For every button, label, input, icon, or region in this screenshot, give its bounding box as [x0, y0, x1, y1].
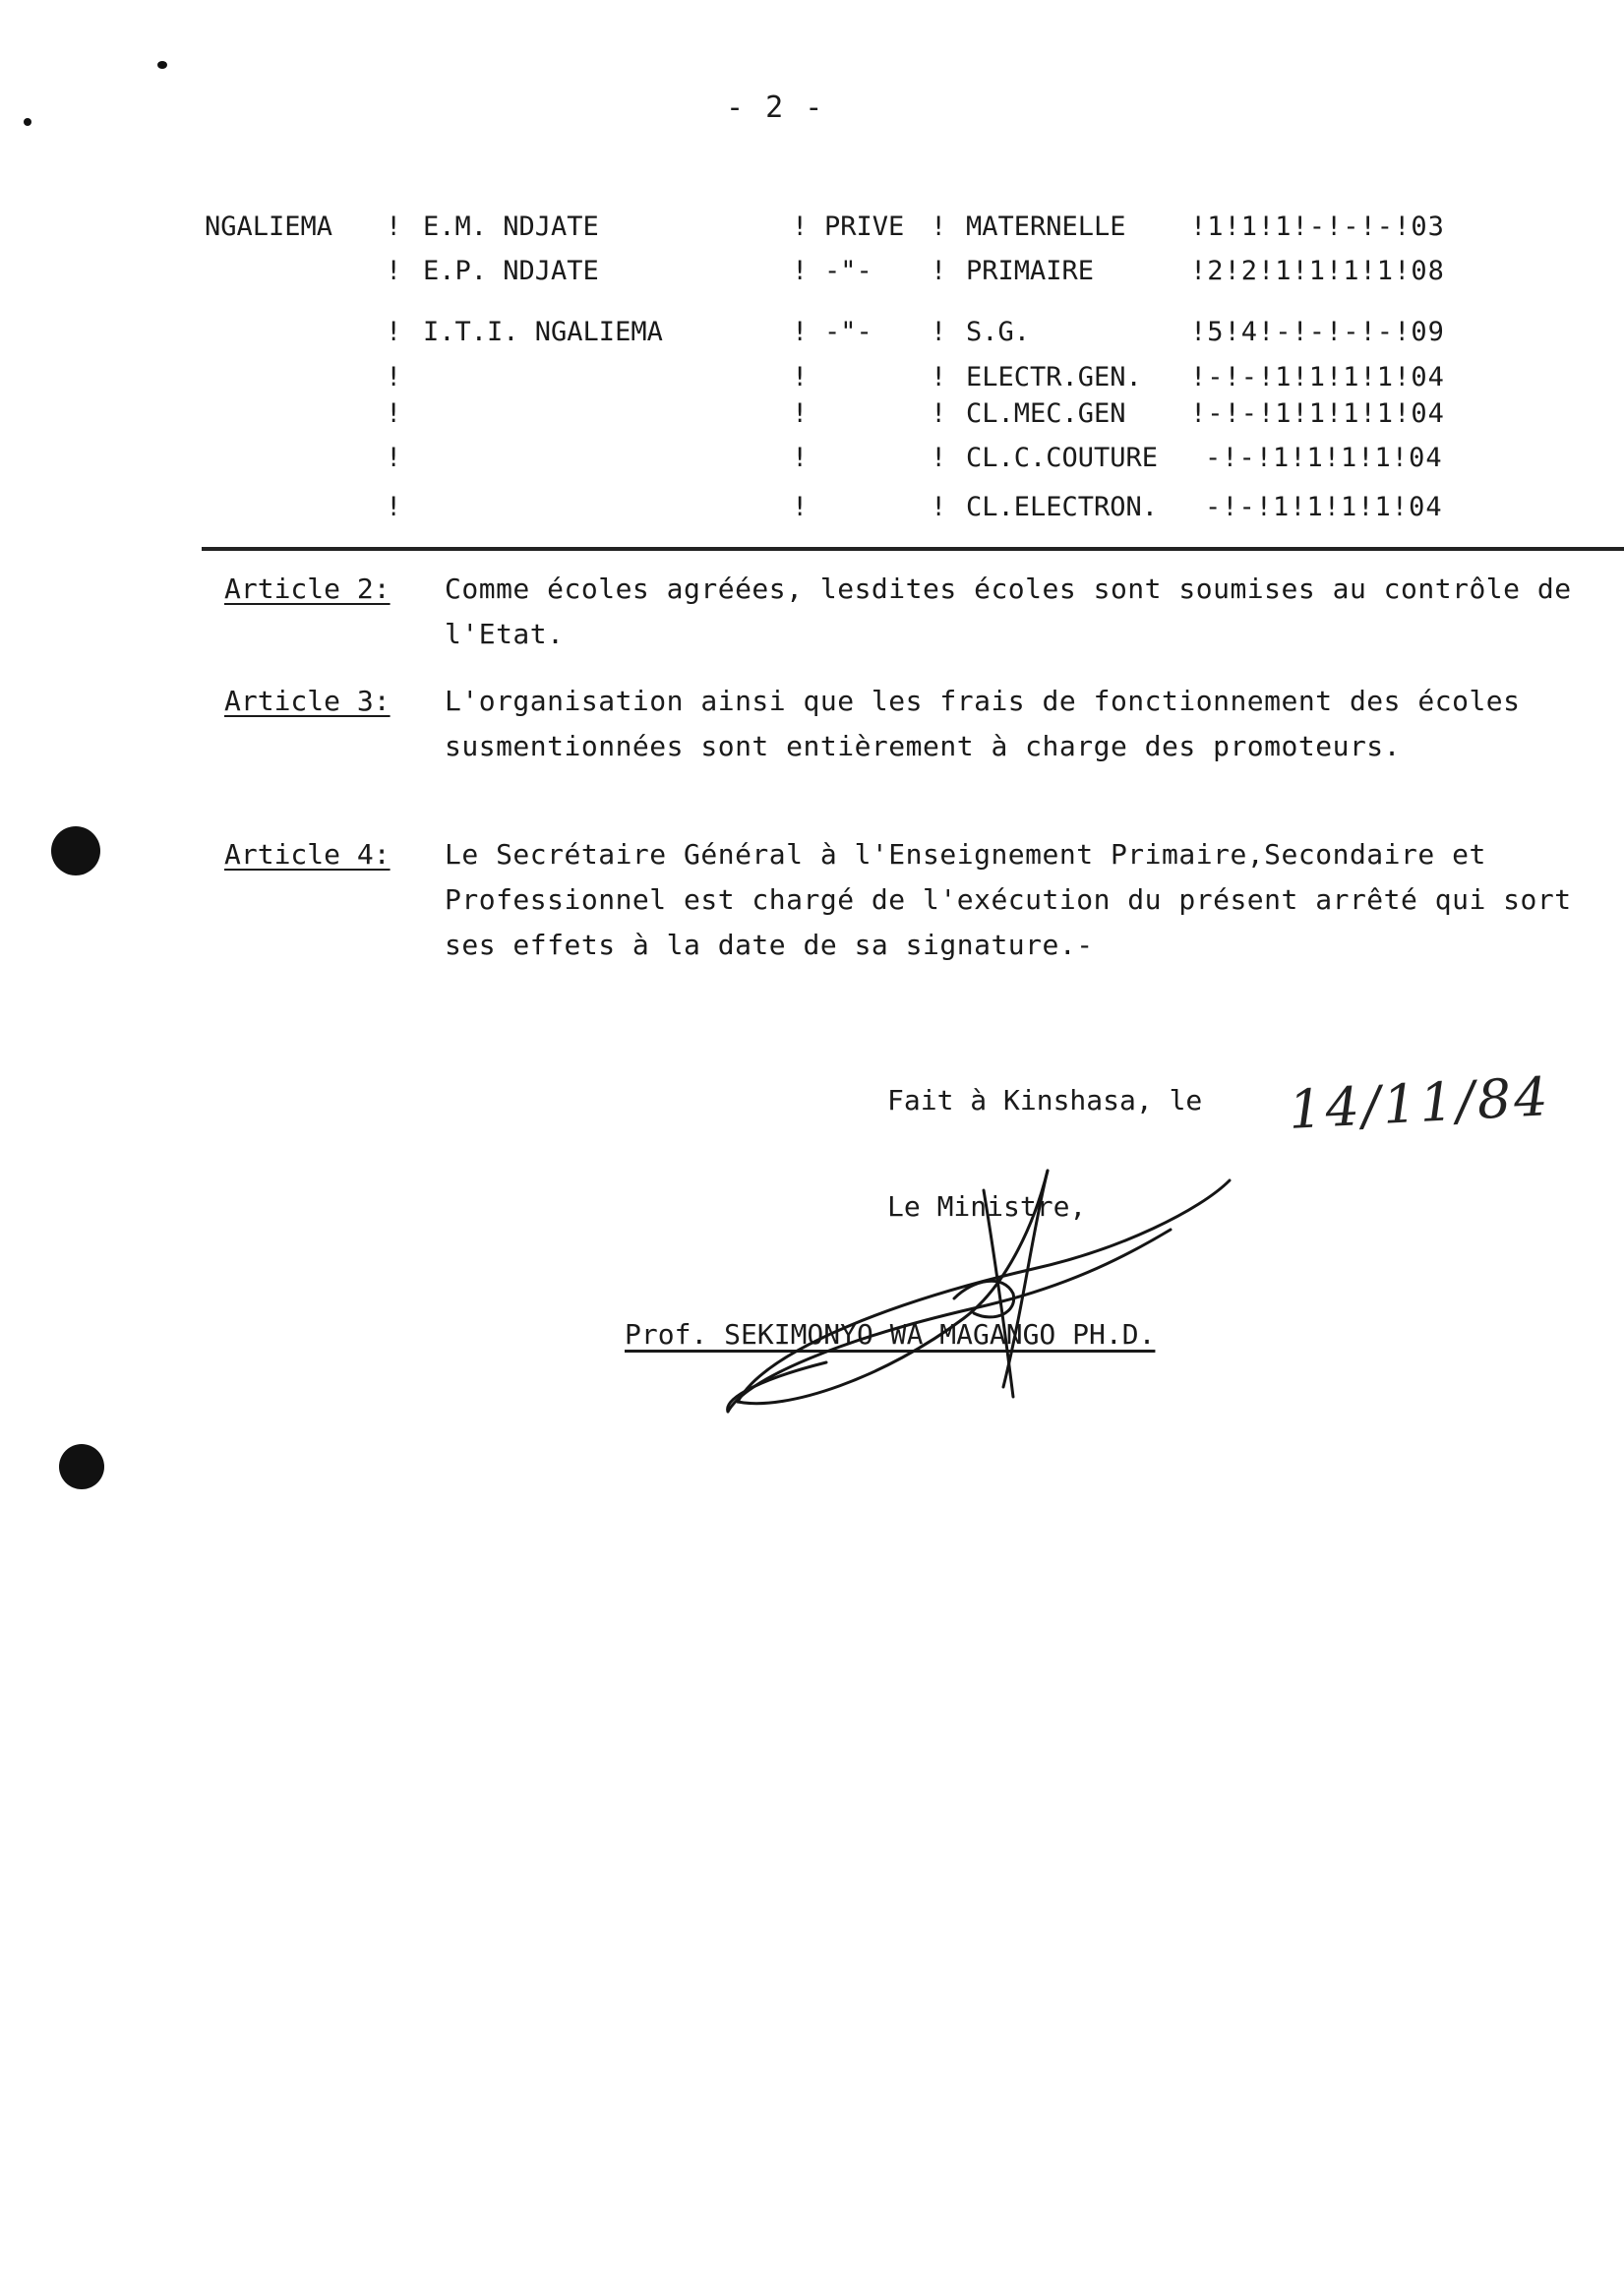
page-number: - 2 -: [726, 90, 825, 125]
class-counts-cell: !2!2!1!1!1!1!08: [1190, 256, 1445, 286]
column-separator: !: [931, 256, 947, 286]
minister-title: Le Ministre,: [887, 1190, 1087, 1223]
column-separator: !: [931, 398, 947, 429]
column-separator: !: [792, 317, 809, 347]
article-2-label: Article 2:: [224, 573, 391, 605]
class-counts-cell: !1!1!1!-!-!-!03: [1190, 211, 1445, 242]
column-separator: !: [792, 443, 809, 473]
column-separator: !: [792, 398, 809, 429]
regime-cell: -"-: [824, 317, 872, 347]
article-4-label: Article 4:: [224, 838, 391, 871]
table-row: [0, 317, 1624, 356]
section-cell: MATERNELLE: [966, 211, 1126, 242]
handwritten-date: 14/11/84: [1287, 1065, 1552, 1141]
column-separator: !: [386, 256, 402, 286]
school-cell: E.P. NDJATE: [423, 256, 599, 286]
table-row: [0, 362, 1624, 401]
table-row: [0, 398, 1624, 438]
column-separator: !: [931, 317, 947, 347]
column-separator: !: [386, 211, 402, 242]
class-counts-cell: !5!4!-!-!-!-!09: [1190, 317, 1445, 347]
column-separator: !: [931, 362, 947, 392]
column-separator: !: [386, 398, 402, 429]
column-separator: !: [386, 443, 402, 473]
regime-cell: -"-: [824, 256, 872, 286]
class-counts-cell: !-!-!1!1!1!1!04: [1190, 398, 1445, 429]
column-separator: !: [792, 256, 809, 286]
column-separator: !: [931, 492, 947, 522]
handwritten-signature: [708, 1151, 1239, 1426]
class-counts-cell: -!-!1!1!1!1!04: [1205, 492, 1443, 522]
commune-cell: NGALIEMA: [205, 211, 333, 242]
article-3-label: Article 3:: [224, 685, 391, 717]
column-separator: !: [931, 211, 947, 242]
section-cell: PRIMAIRE: [966, 256, 1095, 286]
article-3-text: L'organisation ainsi que les frais de fonctionnement des écoles susmentionnées sont entièrement à charge des promoteurs.: [445, 685, 1521, 762]
section-cell: CL.C.COUTURE: [966, 443, 1159, 473]
class-counts-cell: -!-!1!1!1!1!04: [1205, 443, 1443, 473]
section-cell: CL.MEC.GEN: [966, 398, 1126, 429]
place-line: Fait à Kinshasa, le: [887, 1084, 1203, 1116]
school-cell: E.M. NDJATE: [423, 211, 599, 242]
school-cell: I.T.I. NGALIEMA: [423, 317, 663, 347]
column-separator: !: [792, 211, 809, 242]
column-separator: !: [792, 492, 809, 522]
table-divider: [202, 547, 1624, 551]
speck-mark: [24, 118, 31, 126]
class-counts-cell: !-!-!1!1!1!1!04: [1190, 362, 1445, 392]
section-cell: ELECTR.GEN.: [966, 362, 1142, 392]
speck-mark: [157, 61, 167, 69]
column-separator: !: [931, 443, 947, 473]
punch-hole-top: [51, 826, 100, 875]
section-cell: CL.ELECTRON.: [966, 492, 1159, 522]
column-separator: !: [386, 492, 402, 522]
column-separator: !: [386, 362, 402, 392]
section-cell: S.G.: [966, 317, 1031, 347]
punch-hole-bottom: [59, 1444, 104, 1489]
table-row: [0, 256, 1624, 295]
table-row: [0, 443, 1624, 482]
column-separator: !: [386, 317, 402, 347]
column-separator: !: [792, 362, 809, 392]
signer-name: Prof. SEKIMONYO WA MAGANGO PH.D.: [625, 1318, 1156, 1351]
regime-cell: PRIVE: [824, 211, 905, 242]
table-row: [0, 211, 1624, 251]
table-row: [0, 492, 1624, 531]
article-2-text: Comme écoles agréées, lesdites écoles sont soumises au contrôle de l'Etat.: [445, 573, 1572, 650]
article-4-text: Le Secrétaire Général à l'Enseignement Primaire,Secondaire et Professionnel est chargé de l'exécution du présent arrêté qui sort ses effets à la date de sa signature.-: [445, 838, 1572, 961]
